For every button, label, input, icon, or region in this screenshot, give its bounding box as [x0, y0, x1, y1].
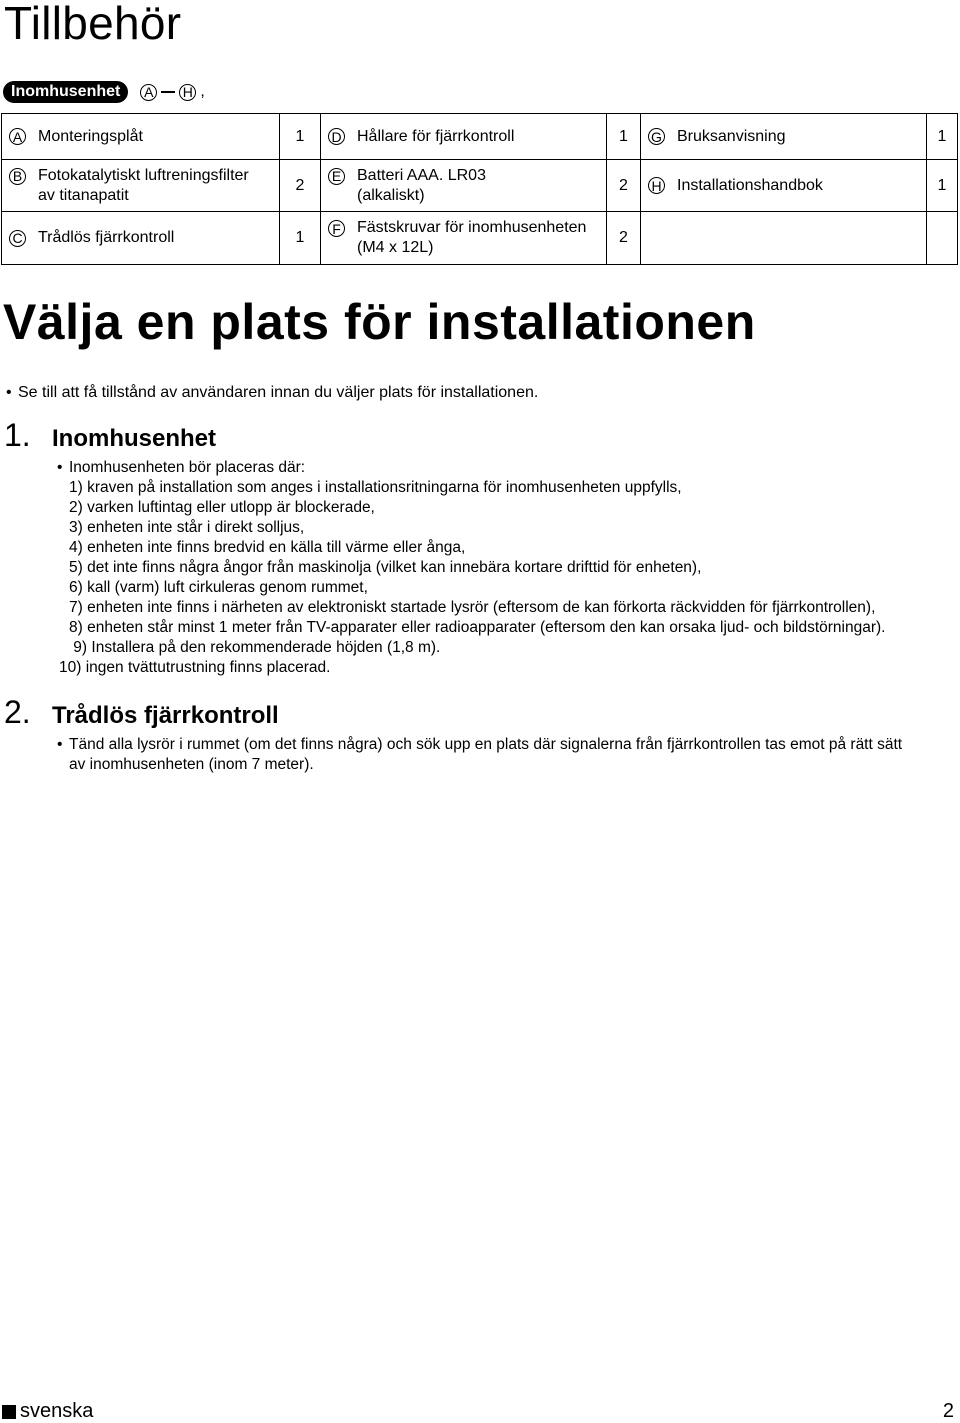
- square-icon: [2, 1405, 16, 1419]
- list-item: 4) enheten inte finns bredvid en källa till värme eller ånga,: [69, 539, 466, 556]
- language-label: svenska: [20, 1400, 94, 1422]
- indoor-unit-badge: Inomhusenhet: [3, 81, 128, 103]
- table-row: [2, 114, 958, 160]
- accessory-qty: 2: [607, 160, 641, 212]
- subsection-heading: [4, 417, 216, 454]
- letter-icon: C: [9, 230, 26, 247]
- range-dash: [161, 91, 175, 93]
- list-bullet: [57, 735, 957, 755]
- list-item: 6) kall (varm) luft cirkuleras genom rummet,: [69, 579, 368, 596]
- table-row: [2, 160, 958, 212]
- intro-text: Se till att få tillstånd av användaren innan du väljer plats för installationen.: [18, 384, 539, 401]
- accessory-cell: [641, 114, 927, 160]
- letter-a-icon: A: [140, 84, 157, 101]
- subsection-title: Trådlös fjärrkontroll: [52, 702, 279, 729]
- list-text-continued: av inomhusenheten (inom 7 meter).: [69, 756, 314, 773]
- remote-list: [57, 735, 957, 775]
- letter-h-icon: H: [179, 84, 196, 101]
- letter-icon: E: [328, 168, 345, 185]
- list-item: 9) Installera på den rekommenderade höjden (1,8 m).: [69, 639, 441, 656]
- list-item: 5) det inte finns några ångor från maskinolja (vilket kan innebära kortare drifttid för enheten),: [69, 559, 702, 576]
- accessory-cell: [641, 160, 927, 212]
- accessory-name: Installationshandbok: [677, 176, 823, 194]
- empty-cell: [641, 212, 927, 265]
- accessory-name: Batteri AAA. LR03 (alkaliskt): [357, 166, 486, 204]
- subsection-number: 1.: [4, 417, 31, 453]
- accessory-name: Hållare för fjärrkontroll: [357, 127, 515, 145]
- letter-icon: G: [648, 128, 665, 145]
- empty-cell: [927, 212, 958, 265]
- accessory-name: Fästskruvar för inomhusenheten (M4 x 12L): [357, 219, 587, 256]
- letter-icon: B: [9, 168, 26, 185]
- subsection-title: Inomhusenhet: [52, 425, 217, 452]
- accessory-range-row: [3, 81, 205, 103]
- page-title: Tillbehör: [4, 0, 182, 49]
- list-bullet: [57, 458, 957, 478]
- accessory-cell: [2, 212, 280, 265]
- accessory-name: Monteringsplåt: [38, 127, 143, 145]
- letter-icon: H: [648, 177, 665, 194]
- accessory-qty: 2: [607, 212, 641, 265]
- section-heading: Välja en plats för installationen: [3, 294, 756, 350]
- accessory-name: Trådlös fjärrkontroll: [38, 229, 175, 246]
- accessory-cell: [321, 212, 607, 265]
- list-text: Tänd alla lysrör i rummet (om det finns några) och sök upp en plats där signalerna från fjärrkontrollen tas emot på rätt sätt: [69, 736, 903, 753]
- list-item: 10) ingen tvättutrustning finns placerad.: [59, 659, 331, 676]
- letter-icon: F: [328, 220, 345, 237]
- letter-icon: D: [328, 128, 345, 145]
- accessory-qty: 1: [280, 212, 321, 265]
- page-number: 2: [942, 1400, 954, 1422]
- range-comma: ,: [200, 83, 205, 100]
- accessories-table: [1, 113, 958, 265]
- list-intro: Inomhusenheten bör placeras där:: [69, 459, 306, 476]
- accessory-cell: [2, 160, 280, 212]
- subsection-heading: [4, 694, 279, 731]
- table-row: [2, 212, 958, 265]
- accessory-name: Bruksanvisning: [677, 127, 786, 145]
- footer-language: [2, 1400, 93, 1423]
- accessory-qty: 1: [927, 160, 958, 212]
- list-item: 7) enheten inte finns i närheten av elektroniskt startade lysrör (eftersom de kan förkorta räckvidden för fjärrkontrollen),: [69, 599, 876, 616]
- intro-bullet: [6, 383, 946, 403]
- list-item: 2) varken luftintag eller utlopp är blockerade,: [69, 499, 375, 516]
- accessory-qty: 1: [280, 114, 321, 160]
- bullet-icon: •: [57, 459, 63, 476]
- letter-icon: A: [9, 128, 26, 145]
- accessory-cell: [321, 160, 607, 212]
- list-item: 1) kraven på installation som anges i installationsritningarna för inomhusenheten uppfylls,: [69, 479, 682, 496]
- accessory-cell: [2, 114, 280, 160]
- list-item: 8) enheten står minst 1 meter från TV-apparater eller radioapparater (eftersom den kan orsaka ljud- och bildstörningar).: [69, 619, 886, 636]
- accessory-qty: 1: [607, 114, 641, 160]
- indoor-unit-list: [57, 458, 957, 678]
- accessory-cell: [321, 114, 607, 160]
- subsection-number: 2.: [4, 694, 31, 730]
- bullet-icon: •: [57, 736, 63, 753]
- bullet-icon: •: [6, 384, 12, 401]
- accessory-qty: 2: [280, 160, 321, 212]
- accessory-qty: 1: [927, 114, 958, 160]
- accessory-name: Fotokatalytiskt luftreningsfilter av titanapatit: [38, 166, 249, 204]
- list-item: 3) enheten inte står i direkt solljus,: [69, 519, 305, 536]
